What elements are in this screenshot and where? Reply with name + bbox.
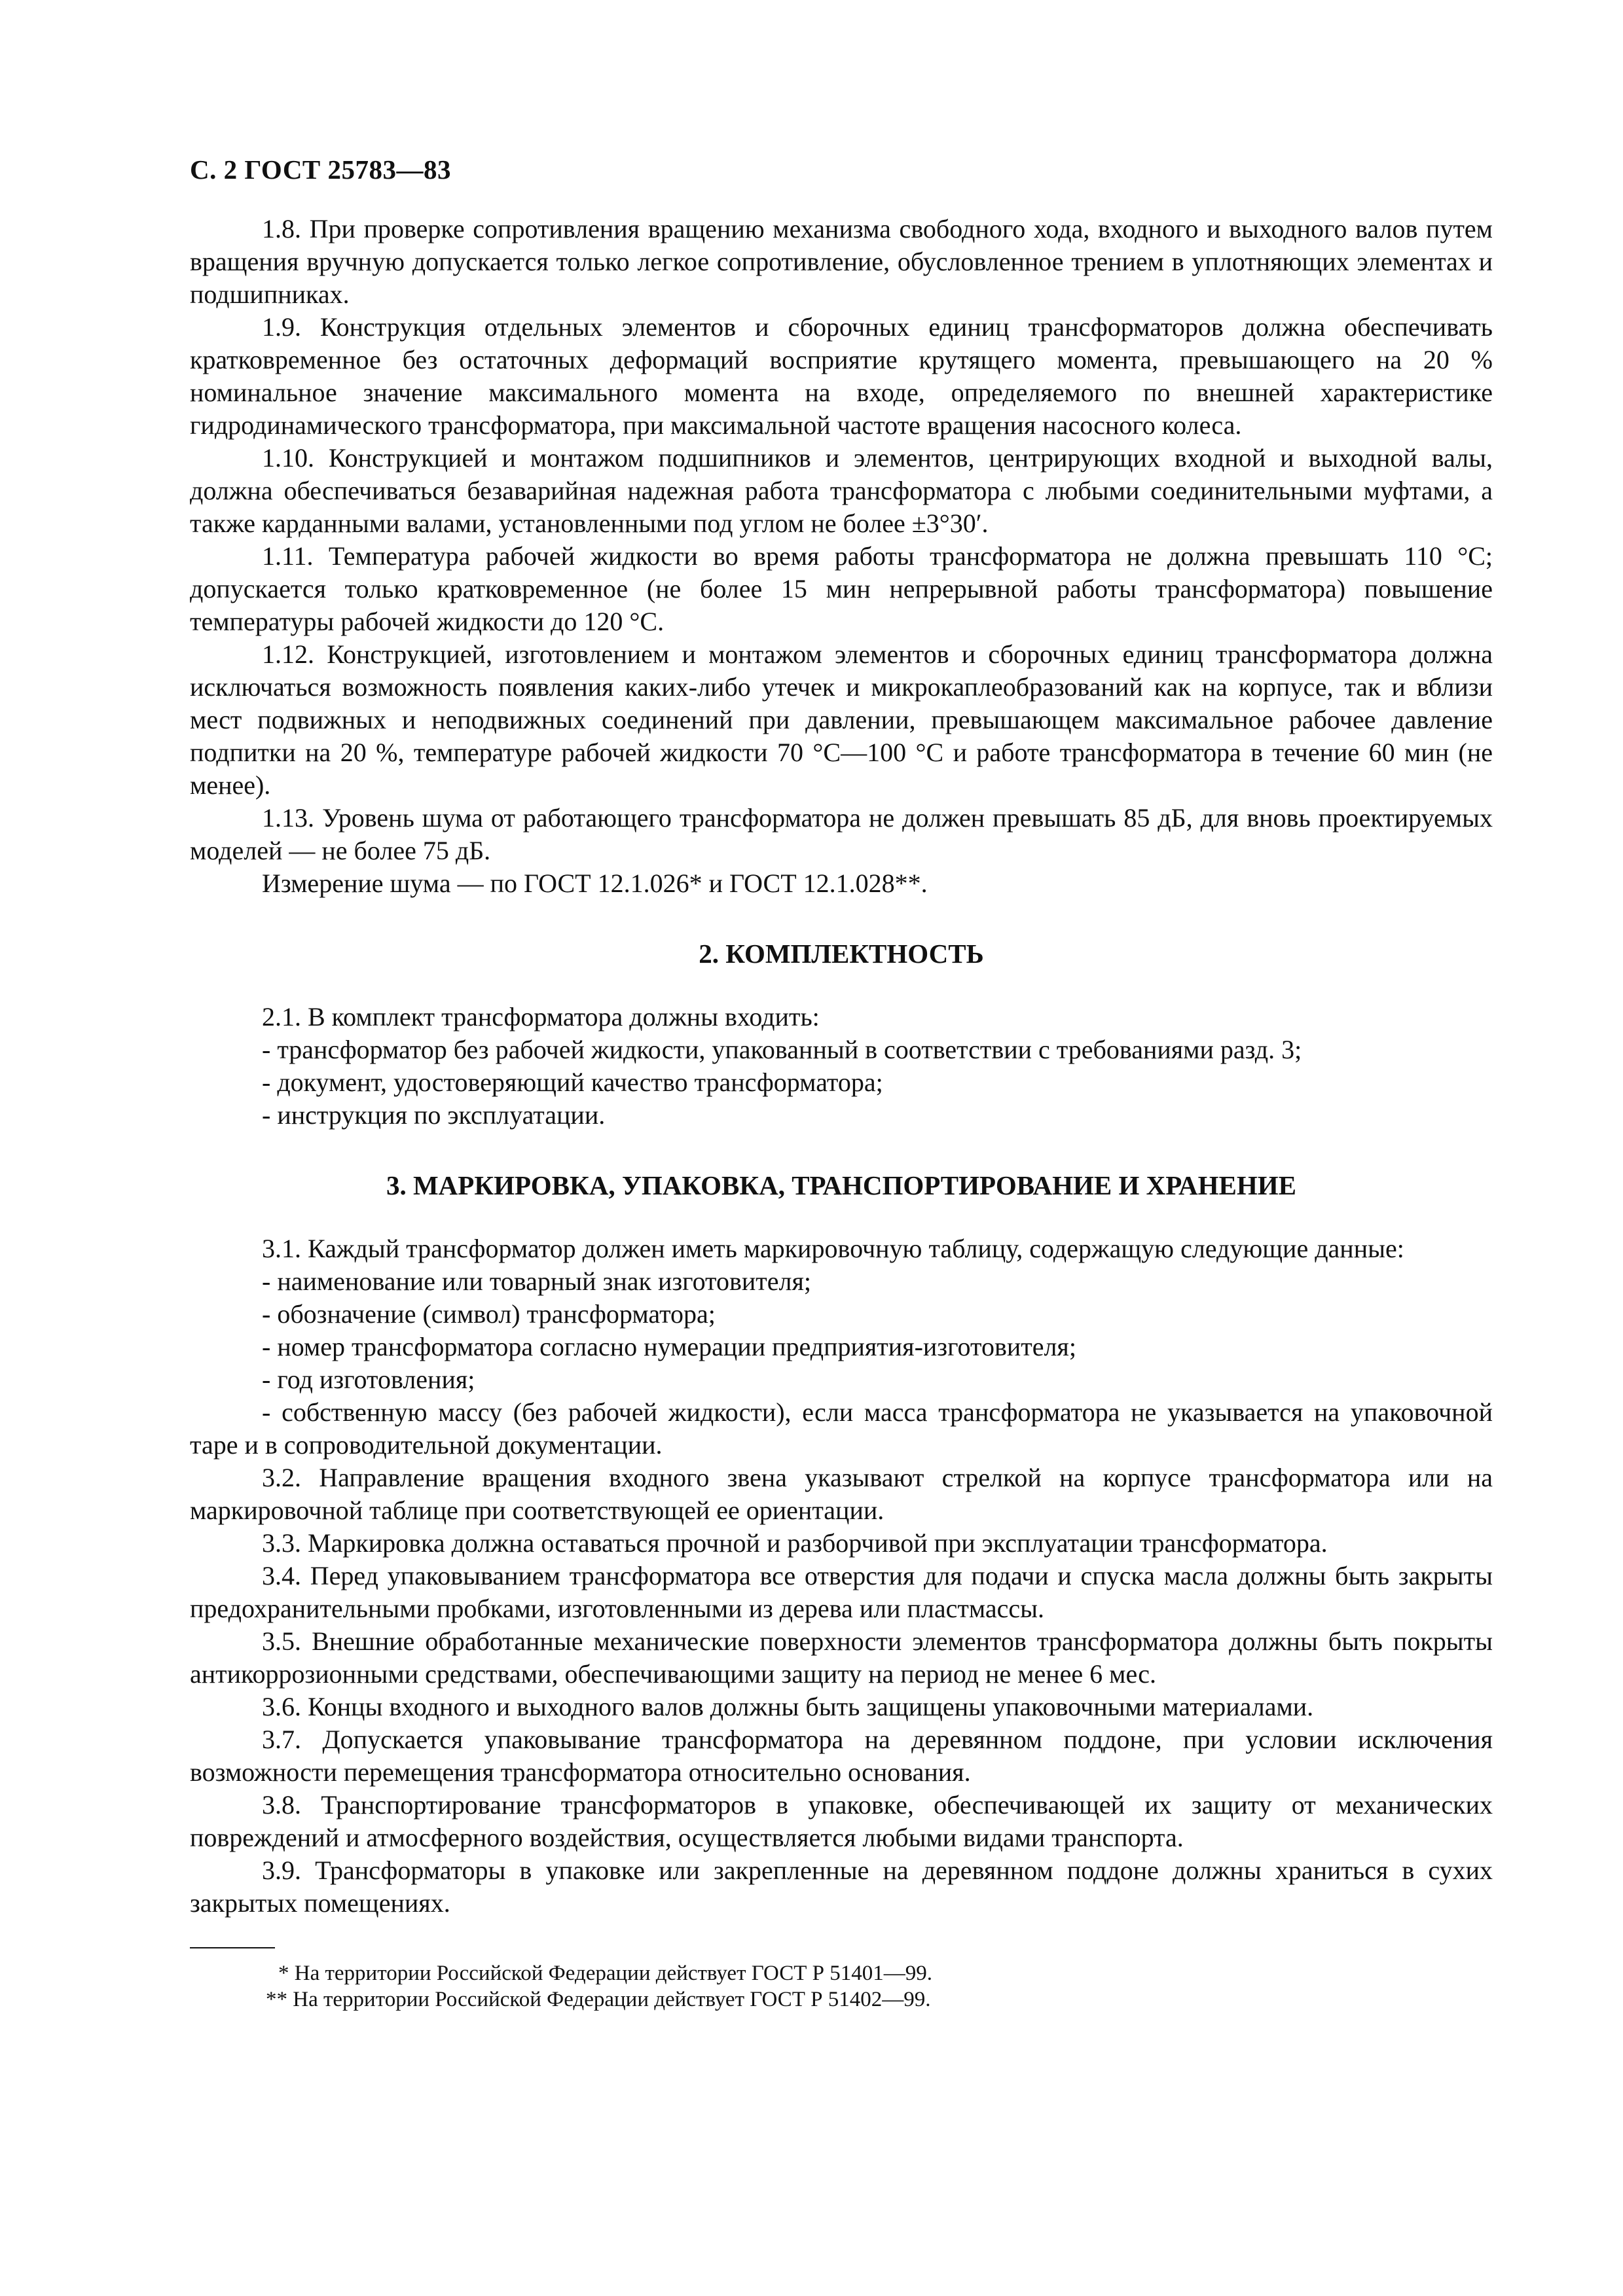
paragraph-noise-measurement: Измерение шума — по ГОСТ 12.1.026* и ГОСТ 12.1.028**. xyxy=(262,869,928,898)
paragraph-1-13: 1.13. Уровень шума от работающего трансформатора не должен превышать 85 дБ, для вновь проектируемых моделей — не более 75 дБ. xyxy=(190,803,1493,865)
list-item: - номер трансформатора согласно нумерации предприятия-изготовителя; xyxy=(262,1332,1076,1361)
list-item: - год изготовления; xyxy=(262,1365,475,1394)
list-item: - документ, удостоверяющий качество трансформатора; xyxy=(262,1067,883,1097)
paragraph-3-4: 3.4. Перед упаковыванием трансформатора все отверстия для подачи и спуска масла должны быть закрыты предохранительными пробками, изготовленными из дерева или пластмассы. xyxy=(190,1561,1493,1623)
paragraph-3-9: 3.9. Трансформаторы в упаковке или закрепленные на деревянном поддоне должны храниться в сухих закрытых помещениях. xyxy=(190,1856,1493,1918)
footnote-2: ** На территории Российской Федерации действует ГОСТ Р 51402—99. xyxy=(266,1988,931,2011)
page-header: С. 2 ГОСТ 25783—83 xyxy=(190,154,452,185)
paragraph-3-1: 3.1. Каждый трансформатор должен иметь маркировочную таблицу, содержащую следующие данные: xyxy=(262,1234,1404,1263)
paragraph-1-12: 1.12. Конструкцией, изготовлением и монтажом элементов и сборочных единиц трансформатора должна исключаться возможность появления каких-либо утечек и микрокаплеобразований как на корпусе, так и вблизи мест подвижных и неподвижных соединений при давлении, превышающем максимальное рабочее давление подпитки на 20 %, температуре рабочей жидкости 70 °С—100 °С и работе трансформатора в течение 60 мин (не менее). xyxy=(190,639,1493,800)
section-2-title: 2. КОМПЛЕКТНОСТЬ xyxy=(699,939,984,969)
paragraph-3-2: 3.2. Направление вращения входного звена указывают стрелкой на корпусе трансформатора или на маркировочной таблице при соответствующей ее ориентации. xyxy=(190,1463,1493,1525)
paragraph-1-9: 1.9. Конструкция отдельных элементов и сборочных единиц трансформаторов должна обеспечивать кратковременное без остаточных деформаций восприятие крутящего момента, превышающего на 20 % номинальное значение максимального момента на входе, определяемого по внешней характеристике гидродинамического трансформатора, при максимальной частоте вращения насосного колеса. xyxy=(190,312,1493,440)
paragraph-2-1: 2.1. В комплект трансформатора должны входить: xyxy=(262,1002,820,1031)
document-page xyxy=(190,154,1493,2013)
list-item: - инструкция по эксплуатации. xyxy=(262,1100,606,1130)
paragraph-3-7: 3.7. Допускается упаковывание трансформатора на деревянном поддоне, при условии исключения возможности перемещения трансформатора относительно основания. xyxy=(190,1725,1493,1787)
footnotes xyxy=(190,1960,1493,2013)
list-item: - наименование или товарный знак изготовителя; xyxy=(262,1266,812,1296)
paragraph-1-11: 1.11. Температура рабочей жидкости во время работы трансформатора не должна превышать 110 °С; допускается только кратковременное (не более 15 мин непрерывной работы трансформатора) повышение температуры рабочей жидкости до 120 °С. xyxy=(190,541,1493,636)
footnote-divider xyxy=(190,1947,275,1948)
paragraph-1-8: 1.8. При проверке сопротивления вращению механизма свободного хода, входного и выходного валов путем вращения вручную допускается только легкое сопротивление, обусловленное трением в уплотняющих элементах и подшипниках. xyxy=(190,214,1493,309)
list-item: - обозначение (символ) трансформатора; xyxy=(262,1299,716,1329)
paragraph-3-6: 3.6. Концы входного и выходного валов должны быть защищены упаковочными материалами. xyxy=(262,1692,1314,1721)
section-3-body xyxy=(190,1232,1493,1920)
section-3-title: 3. МАРКИРОВКА, УПАКОВКА, ТРАНСПОРТИРОВАНИЕ И ХРАНЕНИЕ xyxy=(386,1170,1297,1200)
paragraph-3-8: 3.8. Транспортирование трансформаторов в упаковке, обеспечивающей их защиту от механических повреждений и атмосферного воздействия, осуществляется любыми видами транспорта. xyxy=(190,1790,1493,1852)
paragraph-3-3: 3.3. Маркировка должна оставаться прочной и разборчивой при эксплуатации трансформатора. xyxy=(262,1528,1328,1558)
section-2-body xyxy=(190,1001,1493,1132)
paragraph-3-5: 3.5. Внешние обработанные механические поверхности элементов трансформатора должны быть покрыты антикоррозионными средствами, обеспечивающими защиту на период не менее 6 мес. xyxy=(190,1626,1493,1689)
footnote-1: * На территории Российской Федерации действует ГОСТ Р 51401—99. xyxy=(278,1962,933,1985)
list-item: - собственную массу (без рабочей жидкости), если масса трансформатора не указывается на упаковочной таре и в сопроводительной документации. xyxy=(190,1397,1493,1460)
paragraph-1-10: 1.10. Конструкцией и монтажом подшипников и элементов, центрирующих входной и выходной валы, должна обеспечиваться безаварийная надежная работа трансформатора с любыми соединительными муфтами, а также карданными валами, установленными под углом не более ±3°30′. xyxy=(190,443,1493,538)
list-item: - трансформатор без рабочей жидкости, упакованный в соответствии с требованиями разд. 3; xyxy=(262,1035,1302,1064)
section-1-body xyxy=(190,213,1493,900)
